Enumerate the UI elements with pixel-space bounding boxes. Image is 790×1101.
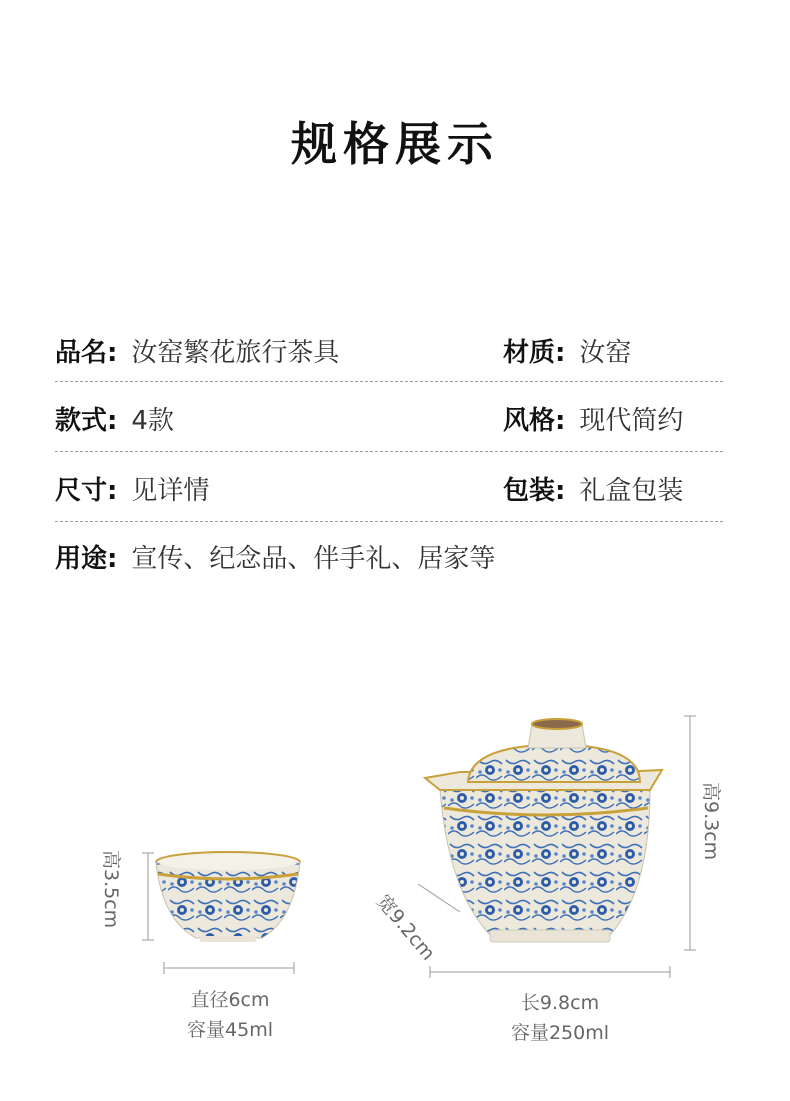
spec-name-label: 品名: xyxy=(55,338,118,368)
spec-usage-value: 宣传、纪念品、伴手礼、居家等 xyxy=(131,544,496,574)
cup-dimensions xyxy=(150,985,310,1045)
spec-style-label: 款式: xyxy=(55,406,118,436)
teacup xyxy=(156,852,300,942)
spec-usage-label: 用途: xyxy=(55,544,118,574)
cup-height-indicator xyxy=(142,853,154,940)
teapot-dimensions xyxy=(470,988,650,1048)
teapot-length-indicator xyxy=(430,966,670,978)
spec-package-value: 礼盒包装 xyxy=(579,476,684,506)
teapot-height-indicator xyxy=(684,716,696,950)
cup-capacity-label: 容量45ml xyxy=(187,1019,273,1041)
spec-size-label: 尺寸: xyxy=(55,476,118,506)
spec-design-label: 风格: xyxy=(503,406,566,436)
teapot-height-label: 高9.3cm xyxy=(700,782,722,861)
spec-package-label: 包装: xyxy=(503,476,566,506)
spec-material-value: 汝窑 xyxy=(579,338,632,368)
cup-diameter-label: 直径6cm xyxy=(190,989,270,1011)
gaiwan-teapot xyxy=(425,719,662,942)
teapot-capacity-label: 容量250ml xyxy=(510,1022,610,1044)
cup-height-label: 高3.5cm xyxy=(100,850,122,929)
spec-name-value: 汝窑繁花旅行茶具 xyxy=(131,338,340,368)
teapot-width-label: 宽9.2cm xyxy=(372,890,440,965)
teapot-width-indicator xyxy=(418,884,460,912)
spec-size-value: 见详情 xyxy=(131,476,210,506)
page-title: 规格展示 xyxy=(291,117,499,171)
spec-style-value: 4款 xyxy=(131,406,174,436)
cup-diameter-indicator xyxy=(164,962,294,974)
teapot-length-label: 长9.8cm xyxy=(520,992,600,1014)
spec-material-label: 材质: xyxy=(503,338,566,368)
spec-design-value: 现代简约 xyxy=(579,406,684,436)
